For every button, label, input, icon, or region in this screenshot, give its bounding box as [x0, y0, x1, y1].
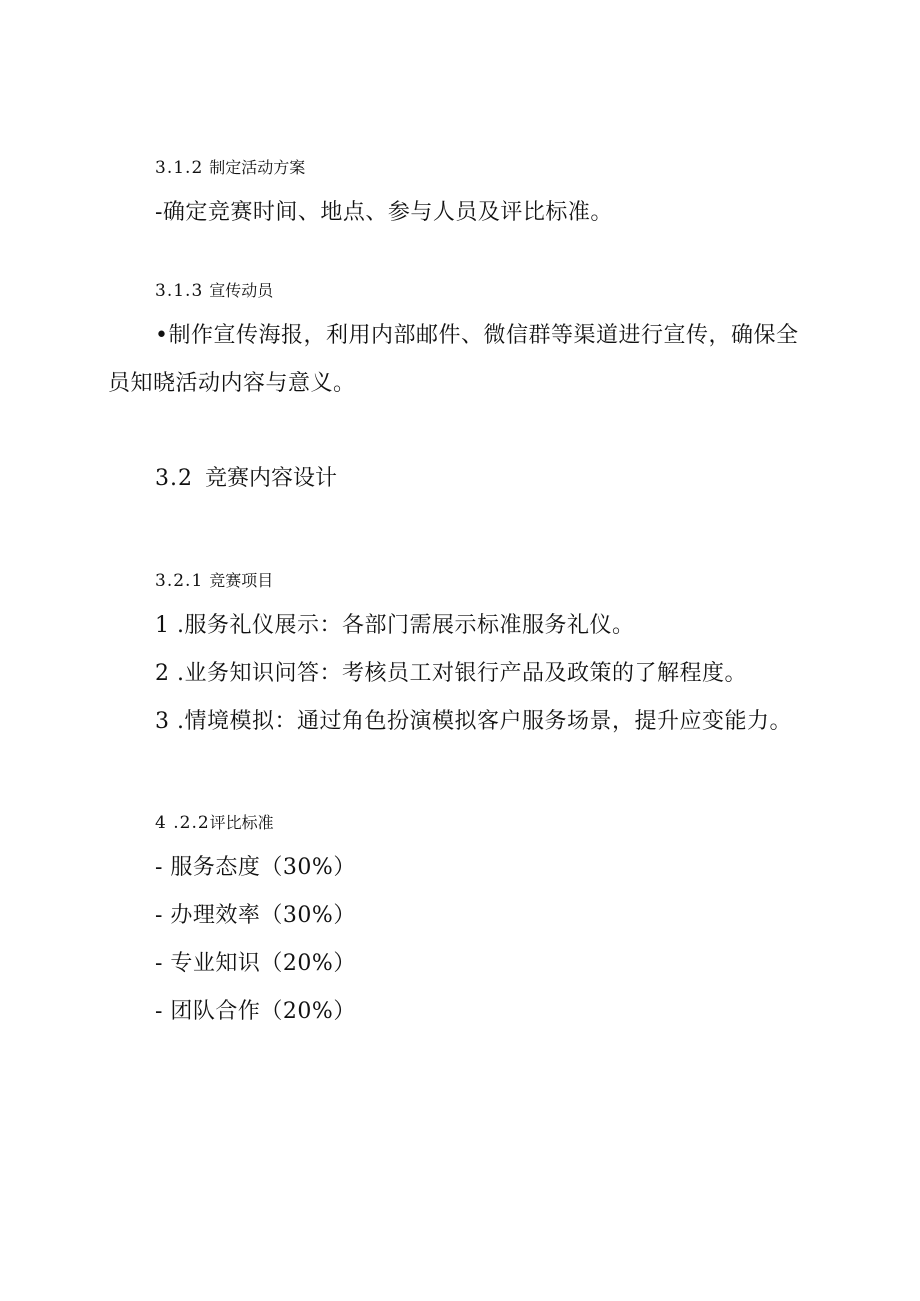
criteria-item: - 办理效率（30%） [155, 903, 356, 928]
criteria-item: - 团队合作（20%） [155, 999, 356, 1024]
section-number: 3.1.2 [155, 158, 204, 178]
section-heading-3-1-2 [155, 160, 305, 177]
section-title: 评比标准 [209, 813, 274, 832]
section-number: 4 .2.2 [155, 813, 210, 833]
section-body: -确定竞赛时间、地点、参与人员及评比标准。 [155, 200, 613, 225]
section-title: 宣传动员 [209, 281, 274, 300]
section-body-line-2: 员知晓活动内容与意义。 [108, 371, 356, 396]
criteria-item: - 专业知识（20%） [155, 951, 356, 976]
section-heading-3-2-1 [155, 573, 273, 590]
section-number: 3.1.3 [155, 281, 204, 301]
section-title: 制定活动方案 [209, 158, 306, 177]
section-number: 3.2 [155, 466, 193, 491]
section-title: 竞赛内容设计 [205, 466, 338, 491]
section-body-line-1: •制作宣传海报，利用内部邮件、微信群等渠道进行宣传，确保全 [155, 323, 799, 348]
section-title: 竞赛项目 [209, 571, 274, 590]
list-item: 3 .情境模拟：通过角色扮演模拟客户服务场景，提升应变能力。 [155, 709, 792, 734]
list-item: 2 .业务知识问答：考核员工对银行产品及政策的了解程度。 [155, 661, 747, 686]
section-heading-4-2-2 [155, 815, 274, 832]
list-item: 1 .服务礼仪展示：各部门需展示标准服务礼仪。 [155, 613, 635, 638]
section-heading-3-1-3 [155, 283, 273, 300]
section-number: 3.2.1 [155, 571, 204, 591]
section-heading-3-2 [155, 468, 337, 490]
criteria-item: - 服务态度（30%） [155, 855, 356, 880]
